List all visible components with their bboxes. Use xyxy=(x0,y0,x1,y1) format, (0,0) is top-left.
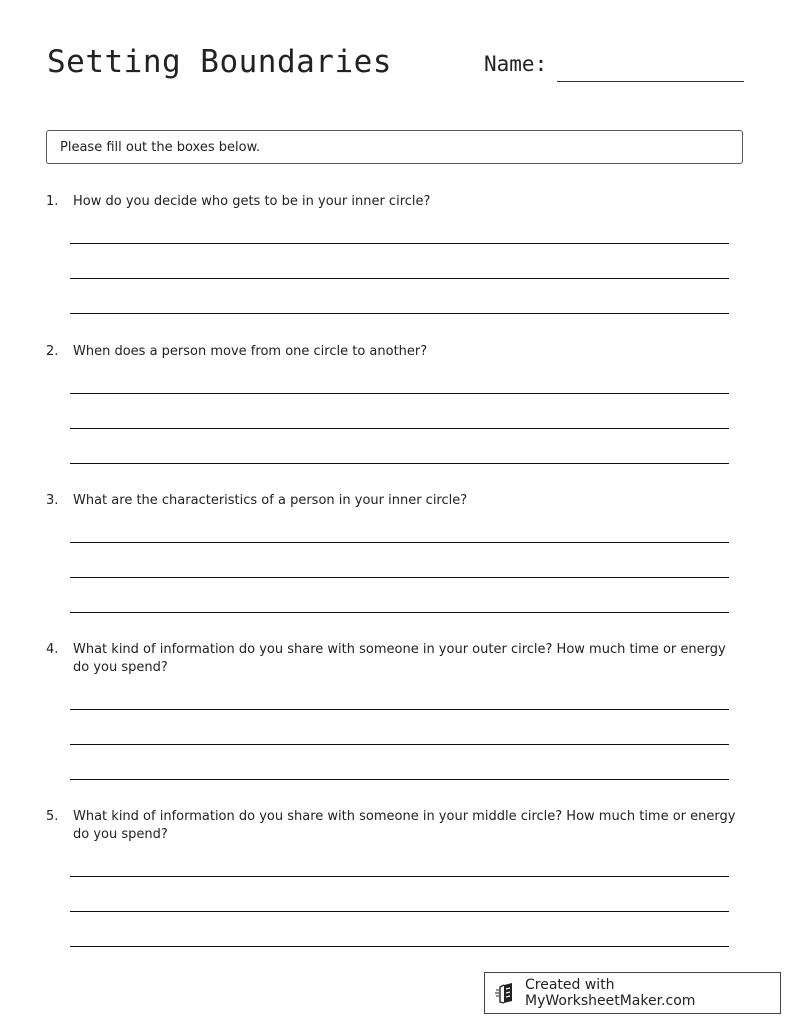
instructions-box: Please fill out the boxes below. xyxy=(46,130,743,164)
answer-line[interactable] xyxy=(70,779,729,780)
answer-line[interactable] xyxy=(70,744,729,745)
question-number: 1. xyxy=(46,194,59,209)
answer-line[interactable] xyxy=(70,876,729,877)
page-title: Setting Boundaries xyxy=(47,44,392,80)
question-2 xyxy=(46,343,746,361)
answer-line[interactable] xyxy=(70,278,729,279)
name-label: Name: xyxy=(484,52,548,76)
answer-line[interactable] xyxy=(70,463,729,464)
question-text: What are the characteristics of a person in your inner circle? xyxy=(73,493,468,508)
question-number: 4. xyxy=(46,642,59,657)
answer-line[interactable] xyxy=(70,243,729,244)
question-text: What kind of information do you share with someone in your outer circle? How much time or energy do you spend? xyxy=(73,642,726,675)
question-text: How do you decide who gets to be in your inner circle? xyxy=(73,194,431,209)
footer-credit[interactable] xyxy=(484,972,781,1014)
question-text: What kind of information do you share with someone in your middle circle? How much time or energy do you spend? xyxy=(73,809,736,842)
question-1 xyxy=(46,193,746,211)
answer-line[interactable] xyxy=(70,313,729,314)
answer-line[interactable] xyxy=(70,946,729,947)
answer-line[interactable] xyxy=(70,393,729,394)
answer-line[interactable] xyxy=(70,709,729,710)
answer-line[interactable] xyxy=(70,612,729,613)
question-number: 5. xyxy=(46,809,59,824)
question-number: 2. xyxy=(46,344,59,359)
book-icon xyxy=(495,981,519,1005)
name-input-line[interactable] xyxy=(557,81,744,82)
answer-line[interactable] xyxy=(70,428,729,429)
footer-text: Created with MyWorksheetMaker.com xyxy=(525,977,696,1009)
question-number: 3. xyxy=(46,493,59,508)
answer-line[interactable] xyxy=(70,911,729,912)
answer-line[interactable] xyxy=(70,542,729,543)
question-5 xyxy=(46,808,746,844)
question-text: When does a person move from one circle to another? xyxy=(73,344,428,359)
question-3 xyxy=(46,492,746,510)
question-4 xyxy=(46,641,746,677)
answer-line[interactable] xyxy=(70,577,729,578)
